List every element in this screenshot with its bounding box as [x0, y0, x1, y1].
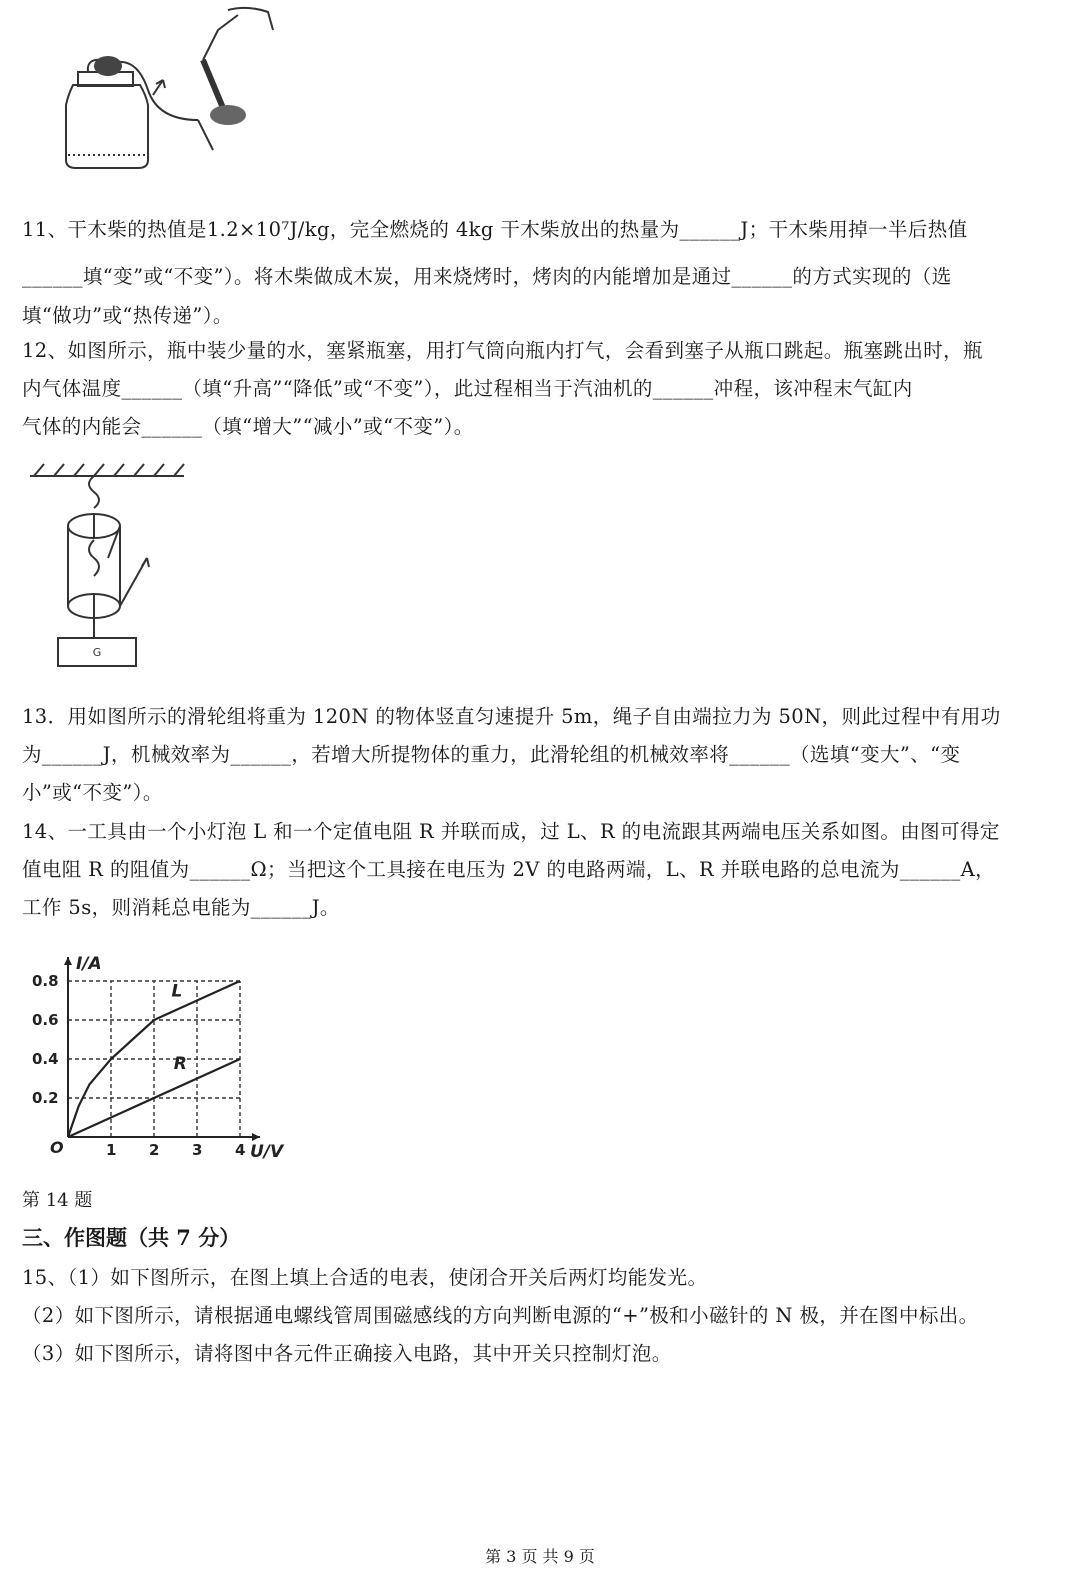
chart-grid [68, 981, 240, 1137]
x-tick-label: 3 [192, 1141, 203, 1159]
q13-line-3: 小”或“不变”）。 [22, 781, 163, 804]
q12-line-3: 气体的内能会______（填“增大”“减小”或“不变”）。 [22, 415, 474, 438]
q11-line-2: ______填“变”或“不变”）。将木柴做成木炭，用来烧烤时，烤肉的内能增加是通过______的方式实现的（选 [22, 265, 952, 288]
question-14 [22, 813, 1058, 927]
q12-line-2: 内气体温度______（填“升高”“降低”或“不变”），此过程相当于汽油机的______冲程，该冲程末气缸内 [22, 377, 913, 400]
q15-line-1: 15、（1）如下图所示，在图上填上合适的电表，使闭合开关后两灯均能发光。 [22, 1266, 708, 1289]
q15-line-3: （3）如下图所示，请将图中各元件正确接入电路，其中开关只控制灯泡。 [22, 1342, 672, 1365]
x-axis-label: U/V [250, 1142, 284, 1162]
section-title: 三、作图题（共 7 分） [22, 1225, 241, 1250]
iv-chart [28, 942, 298, 1167]
question-13 [22, 698, 1058, 812]
question-12 [22, 332, 1058, 446]
pulley-figure [22, 458, 222, 670]
q14-line-2: 值电阻 R 的阻值为______Ω；当把这个工具接在电压为 2V 的电路两端，L、R 并联电路的总电流为______A， [22, 858, 996, 881]
y-axis-arrow [64, 957, 72, 965]
q12-line-1: 12、如图所示，瓶中装少量的水，塞紧瓶塞，用打气筒向瓶内打气，会看到塞子从瓶口跳起。瓶塞跳出时，瓶 [22, 339, 983, 362]
y-tick-label: 0.2 [32, 1089, 59, 1107]
x-tick-label: 2 [149, 1141, 160, 1159]
origin-label: O [50, 1138, 64, 1157]
weight-label: G [92, 646, 102, 659]
y-tick-label: 0.8 [32, 972, 59, 990]
q11-line-1: 11、干木柴的热值是1.2×10⁷J/kg，完全燃烧的 4kg 干木柴放出的热量为______J；干木柴用掉一半后热值 [22, 218, 968, 241]
q14-line-3: 工作 5s，则消耗总电能为______J。 [22, 896, 340, 919]
q13-line-1: 13．用如图所示的滑轮组将重为 120N 的物体竖直匀速提升 5m，绳子自由端拉力为 50N，则此过程中有用功 [22, 705, 1001, 728]
page-footer: 第 3 页 共 9 页 [485, 1547, 595, 1566]
y-tick-label: 0.6 [32, 1011, 59, 1029]
question-15 [22, 1259, 1058, 1373]
x-tick-label: 4 [235, 1141, 246, 1159]
q11-line-3: 填“做功”或“热传递”）。 [22, 304, 233, 327]
q13-line-2: 为______J，机械效率为______，若增大所提物体的重力，此滑轮组的机械效率将______（选填“变大”、“变 [22, 743, 961, 766]
question-11 [22, 206, 1058, 331]
bottle-pump-figure [28, 0, 278, 175]
figure-caption: 第 14 题 [22, 1190, 93, 1211]
q15-line-2: （2）如下图所示，请根据通电螺线管周围磁感线的方向判断电源的“+”极和小磁针的 N 极，并在图中标出。 [22, 1304, 979, 1327]
x-axis-arrow [252, 1133, 260, 1141]
series-label-R: R [173, 1053, 187, 1074]
series-label-L: L [171, 981, 183, 1002]
y-tick-label: 0.4 [32, 1050, 59, 1068]
x-tick-label: 1 [106, 1141, 117, 1159]
q14-line-1: 14、一工具由一个小灯泡 L 和一个定值电阻 R 并联而成，过 L、R 的电流跟其两端电压关系如图。由图可得定 [22, 820, 1000, 843]
y-axis-label: I/A [76, 954, 102, 974]
